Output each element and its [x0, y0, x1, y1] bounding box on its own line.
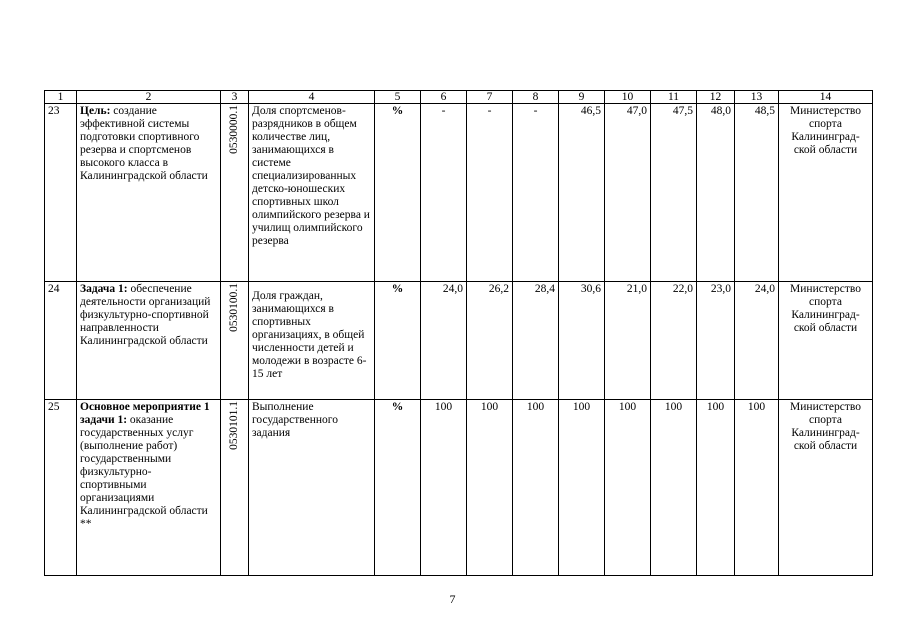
value-cell: 28,4 — [513, 282, 559, 400]
value-cell: - — [513, 104, 559, 282]
row-number: 23 — [45, 104, 77, 282]
value-cell: - — [467, 104, 513, 282]
value-cell: 22,0 — [651, 282, 697, 400]
row-number: 24 — [45, 282, 77, 400]
value-cell: 100 — [513, 400, 559, 576]
code-cell — [221, 400, 249, 576]
row-title: Основное мероприятие 1 задачи 1: — [80, 401, 210, 426]
code-value: 0530101.1 — [228, 401, 240, 450]
col-header: 7 — [467, 91, 513, 104]
unit-cell: % — [375, 104, 421, 282]
value-cell: 46,5 — [559, 104, 605, 282]
org-cell: Министерство спорта Калининград-ской области — [779, 104, 873, 282]
value-cell: 24,0 — [421, 282, 467, 400]
indicator-cell: Доля спортсменов-разрядников в общем количестве лиц, занимающихся в системе специализированных детско-юношеских спортивных школ олимпийского резерва и училищ олимпийского резерва — [249, 104, 375, 282]
col-header: 5 — [375, 91, 421, 104]
col-header: 10 — [605, 91, 651, 104]
value-cell: 30,6 — [559, 282, 605, 400]
table-row — [45, 104, 873, 282]
value-cell: 47,5 — [651, 104, 697, 282]
activity-cell — [77, 400, 221, 576]
value-cell: 23,0 — [697, 282, 735, 400]
row-description: создание эффективной системы подготовки спортивного резерва и спортсменов высокого класса в Калининградской области — [80, 105, 208, 182]
header-row — [45, 91, 873, 104]
table-row — [45, 400, 873, 576]
col-header: 3 — [221, 91, 249, 104]
col-header: 6 — [421, 91, 467, 104]
goal-cell — [77, 104, 221, 282]
value-cell: 48,5 — [735, 104, 779, 282]
page-number: 7 — [449, 592, 456, 606]
row-title: Цель: — [80, 105, 111, 117]
unit-cell: % — [375, 400, 421, 576]
code-cell — [221, 104, 249, 282]
code-cell — [221, 282, 249, 400]
value-cell: 100 — [605, 400, 651, 576]
value-cell: 100 — [421, 400, 467, 576]
value-cell: 100 — [697, 400, 735, 576]
col-header: 8 — [513, 91, 559, 104]
table-row — [45, 282, 873, 400]
value-cell: 100 — [735, 400, 779, 576]
value-cell: 48,0 — [697, 104, 735, 282]
indicator-cell — [249, 282, 375, 400]
code-value: 0530000.1 — [228, 105, 240, 154]
value-cell: 26,2 — [467, 282, 513, 400]
row-description: обеспечение деятельности организаций физкультурно-спортивной направленности Калининградской области — [80, 283, 211, 347]
unit-cell: % — [375, 282, 421, 400]
code-value: 0530100.1 — [228, 283, 240, 332]
col-header: 9 — [559, 91, 605, 104]
indicator-cell: Выполнение государственного задания — [249, 400, 375, 576]
org-cell: Министерство спорта Калининград-ской области — [779, 282, 873, 400]
value-cell: - — [421, 104, 467, 282]
indicator-text: Доля граждан, занимающихся в спортивных организациях, в общей численности детей и молодежи в возрасте 6-15 лет — [252, 290, 367, 380]
value-cell: 47,0 — [605, 104, 651, 282]
col-header: 4 — [249, 91, 375, 104]
col-header: 11 — [651, 91, 697, 104]
col-header: 14 — [779, 91, 873, 104]
value-cell: 100 — [651, 400, 697, 576]
org-cell: Министерство спорта Калининград-ской области — [779, 400, 873, 576]
col-header: 1 — [45, 91, 77, 104]
col-header: 2 — [77, 91, 221, 104]
indicators-table — [44, 90, 873, 576]
value-cell: 21,0 — [605, 282, 651, 400]
row-number: 25 — [45, 400, 77, 576]
col-header: 12 — [697, 91, 735, 104]
row-description: оказание государственных услуг (выполнение работ) государственными физкультурно-спортивными организациями Калининградской области ** — [80, 414, 208, 530]
value-cell: 100 — [559, 400, 605, 576]
col-header: 13 — [735, 91, 779, 104]
task-cell — [77, 282, 221, 400]
value-cell: 24,0 — [735, 282, 779, 400]
value-cell: 100 — [467, 400, 513, 576]
row-title: Задача 1: — [80, 283, 128, 295]
